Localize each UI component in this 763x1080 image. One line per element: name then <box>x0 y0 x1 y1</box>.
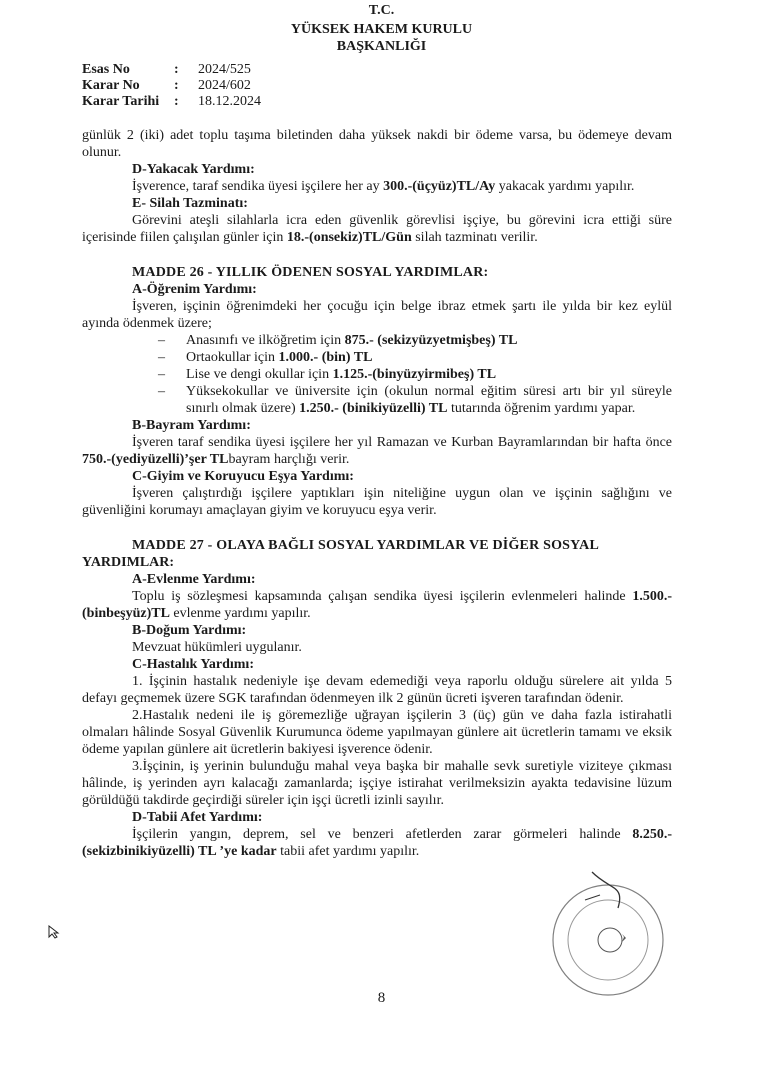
article-26-title: MADDE 26 - YILLIK ÖDENEN SOSYAL YARDIMLAR: <box>132 265 489 280</box>
article-27-title: MADDE 27 - OLAYA BAĞLI SOSYAL YARDIMLAR VE DİĞER SOSYAL <box>132 538 600 553</box>
heading-hastalik: C-Hastalık Yardımı: <box>132 657 254 672</box>
amount: 1.000.- (bin) TL <box>278 350 373 365</box>
list-item <box>158 332 672 349</box>
meta-label: Karar Tarihi <box>82 94 160 109</box>
heading-evlenme: A-Evlenme Yardımı: <box>132 572 256 587</box>
meta-label: Karar No <box>82 78 140 93</box>
ogrenim-list <box>158 332 672 417</box>
heading-yakacak: D-Yakacak Yardımı: <box>132 162 255 177</box>
paragraph-dogum: Mevzuat hükümleri uygulanır. <box>132 640 302 655</box>
text-run: tabii afet yardımı yapılır. <box>276 844 420 859</box>
meta-karar-no <box>82 78 251 94</box>
heading-giyim: C-Giyim ve Koruyucu Eşya Yardımı: <box>132 469 354 484</box>
amount-evlenme: 1.500.-(binbeşyüz)TL <box>82 589 672 621</box>
meta-value: 18.12.2024 <box>198 94 261 109</box>
paragraph-hastalik-2: 2.Hastalık nedeni ile iş göremezliğe uğrayan işçilerin 3 (üç) gün ve daha fazla istirahatli olmaları hâlinde Sosyal Güvenlik Kurumunca ödeme yapılmayan günlere ait ücretlerin tamamı ve eksik ödeme yapılan günlere ait ücretlerin bakiyesi işverence ödenir. <box>82 708 672 757</box>
header-institution: YÜKSEK HAKEM KURULU <box>290 22 473 37</box>
paragraph-silah <box>82 212 672 246</box>
meta-colon: : <box>174 78 179 93</box>
paragraph-ogrenim: İşveren, işçinin öğrenimdeki her çocuğu için belge ibraz etmek şartı ile yılda bir kez eylül ayında ödenmek üzere; <box>82 299 672 331</box>
list-item <box>158 366 672 383</box>
text-run: silah tazminatı verilir. <box>411 230 538 245</box>
meta-esas-no <box>82 62 251 78</box>
text-run: Ortaokullar için <box>186 350 279 365</box>
paragraph-evlenme <box>82 588 672 622</box>
paragraph-intro: günlük 2 (iki) adet toplu taşıma biletinden daha yüksek nakdi bir ödeme varsa, bu ödemeye devam olunur. <box>82 128 672 160</box>
paragraph-hastalik-1: 1. İşçinin hastalık nedeniyle işe devam edemediği veya raporlu olduğu sürelere ait yılda 5 defayı geçmemek üzere SGK tarafından ödenmeyen ilk 2 günün ücreti işveren tarafından ödenir. <box>82 674 672 706</box>
article-27-title-cont: YARDIMLAR: <box>82 555 175 570</box>
meta-value: 2024/525 <box>198 62 251 77</box>
heading-ogrenim: A-Öğrenim Yardımı: <box>132 282 257 297</box>
list-item <box>158 383 672 417</box>
page-number: 8 <box>377 990 386 1006</box>
paragraph-giyim: İşveren çalıştırdığı işçilere yaptıkları işin niteliğine uygun olan ve işçinin sağlığını ve güvenliğini korumayı amaçlayan giyim ve koruyucu eşya verir. <box>82 486 672 518</box>
meta-colon: : <box>174 94 179 109</box>
official-seal-stamp <box>530 860 680 1000</box>
amount: 875.- (sekizyüzyetmişbeş) TL <box>344 333 518 348</box>
header-presidency: BAŞKANLIĞI <box>336 39 427 54</box>
text-run: Toplu iş sözleşmesi kapsamında çalışan sendika üyesi işçilerin evlenmeleri halinde <box>132 589 633 604</box>
mouse-cursor-icon <box>48 925 60 939</box>
text-run: Lise ve dengi okullar için <box>186 367 333 382</box>
text-run: bayram harçlığı verir. <box>228 452 350 467</box>
text-run: Anasınıfı ve ilköğretim için <box>186 333 345 348</box>
list-item <box>158 349 672 366</box>
meta-karar-tarihi <box>82 94 261 110</box>
text-run: İşverence, taraf sendika üyesi işçilere her ay <box>132 179 384 194</box>
text-run: İşçilerin yangın, deprem, sel ve benzeri afetlerden zarar görmeleri halinde <box>132 827 633 842</box>
amount-afet: 8.250.- (sekizbinikiyüzelli) TL ’ye kadar <box>82 827 672 859</box>
heading-silah: E- Silah Tazminatı: <box>132 196 248 211</box>
text-run: İşveren taraf sendika üyesi işçilere her yıl Ramazan ve Kurban Bayramlarından bir hafta önce <box>132 435 672 450</box>
text-run: evlenme yardımı yapılır. <box>169 606 311 621</box>
amount: 1.125.-(binyüzyirmibeş) TL <box>332 367 497 382</box>
text-run: Yüksekokullar ve üniversite için (okulun normal eğitim süresi artı bir yıl süreyle sınırlı olmak üzere) <box>186 384 672 416</box>
amount-bayram: 750.-(yediyüzelli)’şer TL <box>82 452 229 467</box>
text-run: tutarında öğrenim yardımı yapar. <box>447 401 636 416</box>
amount-silah: 18.-(onsekiz)TL/Gün <box>286 230 412 245</box>
header-tc: T.C. <box>368 3 395 18</box>
paragraph-afet <box>82 826 672 860</box>
paragraph-hastalik-3: 3.İşçinin, iş yerinin bulunduğu mahal veya başka bir mahalle sevk suretiyle viziteye çıkması hâlinde, iş yerinden ayrı kalacağı zamanlarda; işçiye istirahat verilmeksizin ayakta tedavisine lüzum görüldüğü takdirde geçirdiği süreler için işçi ücretli izinli sayılır. <box>82 759 672 808</box>
meta-colon: : <box>174 62 179 77</box>
paragraph-yakacak <box>82 178 672 195</box>
amount-yakacak: 300.-(üçyüz)TL/Ay <box>383 179 496 194</box>
heading-afet: D-Tabii Afet Yardımı: <box>132 810 263 825</box>
paragraph-bayram <box>82 434 672 468</box>
meta-value: 2024/602 <box>198 78 251 93</box>
heading-dogum: B-Doğum Yardımı: <box>132 623 247 638</box>
meta-label: Esas No <box>82 62 130 77</box>
document-body <box>82 127 672 860</box>
amount: 1.250.- (binikiyüzelli) TL <box>299 401 448 416</box>
text-run: Görevini ateşli silahlarla icra eden güvenlik görevlisi işçiye, bu görevini icra ettiği süre içerisinde fiilen çalışılan günler için <box>82 213 672 245</box>
text-run: yakacak yardımı yapılır. <box>495 179 635 194</box>
heading-bayram: B-Bayram Yardımı: <box>132 418 251 433</box>
